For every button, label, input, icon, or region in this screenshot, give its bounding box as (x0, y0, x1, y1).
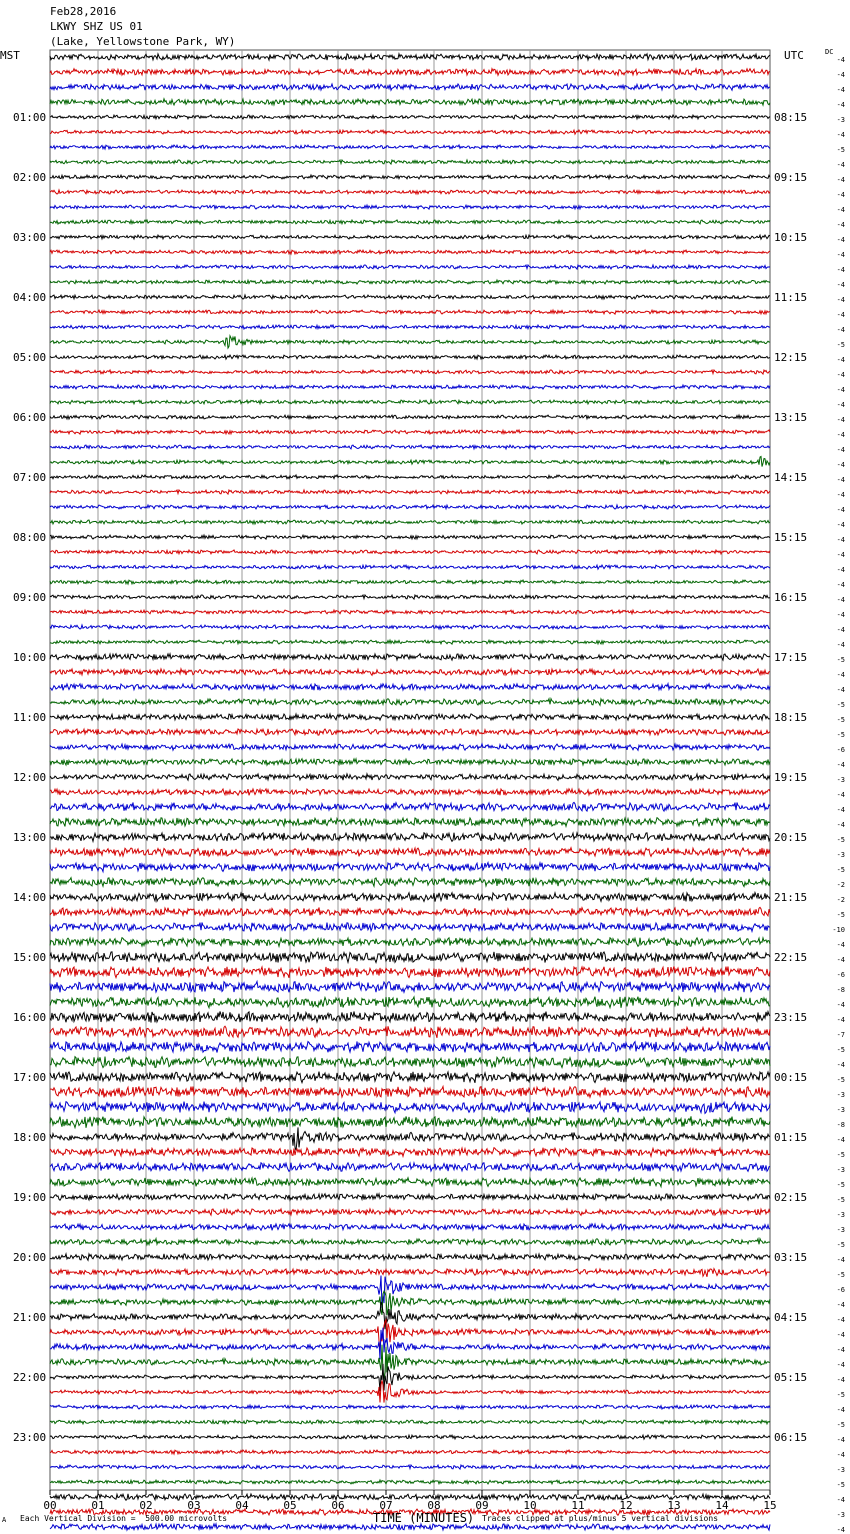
trace-line (50, 145, 770, 149)
dc-offset-label: -4 (836, 1361, 845, 1369)
trace-line (50, 1086, 770, 1097)
trace-line (50, 1194, 770, 1200)
dc-offset-label: -4 (836, 266, 845, 274)
dc-offset-label: -3 (836, 116, 845, 124)
dc-offset-label: -4 (836, 131, 845, 139)
dc-offset-label: -4 (836, 1316, 845, 1324)
trace-line (50, 982, 770, 993)
trace-line (50, 1380, 770, 1402)
dc-offset-label: -4 (836, 671, 845, 679)
dc-offset-header: DC (825, 48, 834, 56)
right-hour-label: 03:15 (774, 1251, 808, 1264)
right-timezone-label: UTC (784, 49, 804, 62)
right-hour-label: 16:15 (774, 591, 808, 604)
trace-line (50, 565, 770, 569)
dc-offset-label: -4 (836, 326, 845, 334)
dc-offset-label: -5 (836, 1241, 845, 1249)
trace-line (50, 295, 770, 299)
trace-line (50, 457, 770, 467)
dc-offset-label: -4 (836, 1001, 845, 1009)
x-tick-label: 06 (331, 1499, 345, 1512)
trace-line (50, 175, 770, 179)
dc-offset-label: -4 (836, 176, 845, 184)
dc-offset-label: -5 (836, 911, 845, 919)
left-timezone-label: MST (0, 49, 20, 62)
trace-line (50, 445, 770, 449)
x-tick-label: 11 (571, 1499, 585, 1512)
trace-line (50, 336, 770, 348)
dc-offset-label: -8 (836, 1121, 845, 1129)
dc-offset-label: -3 (836, 1091, 845, 1099)
trace-line (50, 848, 770, 857)
x-axis-ticks (43, 1490, 776, 1512)
dc-offset-label: -4 (836, 86, 845, 94)
trace-line (50, 802, 770, 811)
trace-line (50, 1148, 770, 1157)
trace-line (50, 1127, 770, 1150)
dc-offset-label: -4 (836, 626, 845, 634)
x-tick-label: 09 (475, 1499, 489, 1512)
trace-line (50, 250, 770, 254)
left-hour-label: 14:00 (13, 891, 47, 904)
right-hour-label: 10:15 (774, 231, 808, 244)
right-hour-label: 22:15 (774, 951, 808, 964)
left-hour-label: 04:00 (13, 291, 47, 304)
dc-offset-label: -5 (836, 1181, 845, 1189)
dc-offset-label: -4 (836, 1061, 845, 1069)
dc-offset-label: -5 (836, 1271, 845, 1279)
dc-offset-label: -4 (836, 251, 845, 259)
dc-offset-label: -4 (836, 806, 845, 814)
dc-offset-label: -4 (836, 206, 845, 214)
trace-line (50, 654, 770, 660)
trace-line (50, 265, 770, 269)
right-hour-label: 20:15 (774, 831, 808, 844)
trace-line (50, 595, 770, 599)
dc-offset-label: -6 (836, 1286, 845, 1294)
trace-line (50, 400, 770, 404)
dc-offset-label: -4 (836, 1376, 845, 1384)
dc-offset-label: -4 (836, 161, 845, 169)
dc-offset-label: -4 (836, 101, 845, 109)
dc-offset-label: -5 (836, 1196, 845, 1204)
trace-line (50, 789, 770, 796)
trace-line (50, 580, 770, 584)
trace-line (50, 520, 770, 524)
chart-station: LKWY SHZ US 01 (50, 20, 143, 33)
trace-line (50, 938, 770, 947)
dc-offset-label: -5 (836, 656, 845, 664)
dc-offset-label: -5 (836, 731, 845, 739)
x-tick-label: 07 (379, 1499, 393, 1512)
left-hour-label: 15:00 (13, 951, 47, 964)
trace-line (50, 1209, 770, 1215)
left-hour-label: 03:00 (13, 231, 47, 244)
trace-line (50, 54, 770, 60)
right-hour-label: 01:15 (774, 1131, 808, 1144)
trace-line (50, 1320, 770, 1349)
right-hour-label: 05:15 (774, 1371, 808, 1384)
left-hour-label: 09:00 (13, 591, 47, 604)
dc-offset-label: -3 (836, 1466, 845, 1474)
trace-line (50, 69, 770, 76)
dc-offset-label: -2 (836, 896, 845, 904)
dc-offset-label: -5 (836, 1481, 845, 1489)
trace-line (50, 759, 770, 765)
left-hour-label: 12:00 (13, 771, 47, 784)
trace-line (50, 669, 770, 675)
trace-line (50, 818, 770, 827)
trace-line (50, 325, 770, 329)
right-hour-label: 23:15 (774, 1011, 808, 1024)
dc-offset-label: -3 (836, 1211, 845, 1219)
trace-line (50, 310, 770, 314)
x-tick-label: 02 (139, 1499, 153, 1512)
trace-line (50, 774, 770, 780)
dc-offset-label: -4 (836, 71, 845, 79)
trace-line (50, 878, 770, 887)
trace-line (50, 1302, 770, 1329)
dc-offset-label: -4 (836, 1016, 845, 1024)
right-hour-label: 21:15 (774, 891, 808, 904)
dc-offset-label: -5 (836, 836, 845, 844)
trace-line (50, 1178, 770, 1187)
right-hour-label: 15:15 (774, 531, 808, 544)
footer-mark: A (2, 1516, 7, 1524)
trace-line (50, 625, 770, 629)
dc-offset-label: -4 (836, 296, 845, 304)
trace-line (50, 1364, 770, 1391)
x-tick-label: 14 (715, 1499, 729, 1512)
trace-line (50, 475, 770, 479)
dc-offset-label: -2 (836, 881, 845, 889)
trace-line (50, 535, 770, 539)
dc-offset-label: -4 (836, 491, 845, 499)
left-hour-label: 13:00 (13, 831, 47, 844)
x-tick-label: 13 (667, 1499, 681, 1512)
trace-line (50, 490, 770, 494)
trace-line (50, 907, 770, 916)
trace-line (50, 863, 770, 872)
dc-offset-label: -4 (836, 1136, 845, 1144)
trace-line (50, 1291, 770, 1315)
dc-offset-label: -4 (836, 581, 845, 589)
left-hour-label: 10:00 (13, 651, 47, 664)
trace-line (50, 1224, 770, 1231)
trace-line (50, 1163, 770, 1172)
dc-offset-label: -5 (836, 1421, 845, 1429)
left-hour-label: 05:00 (13, 351, 47, 364)
trace-line (50, 205, 770, 209)
trace-line (50, 84, 770, 90)
dc-offset-label: -5 (836, 1391, 845, 1399)
dc-offset-label: -7 (836, 1031, 845, 1039)
trace-line (50, 190, 770, 194)
dc-offset-label: -4 (836, 56, 845, 64)
trace-line (50, 1057, 770, 1068)
trace-line (50, 1254, 770, 1261)
left-hour-label: 20:00 (13, 1251, 47, 1264)
dc-offset-label: -3 (836, 1511, 845, 1519)
trace-line (50, 1480, 770, 1484)
x-tick-label: 05 (283, 1499, 297, 1512)
trace-line (50, 1345, 770, 1379)
x-tick-label: 08 (427, 1499, 441, 1512)
dc-offset-label: -3 (836, 1166, 845, 1174)
trace-line (50, 729, 770, 735)
x-tick-label: 00 (43, 1499, 57, 1512)
trace-line (50, 1102, 770, 1114)
x-tick-label: 15 (763, 1499, 777, 1512)
trace-line (50, 1011, 770, 1022)
trace-line (50, 1072, 770, 1083)
trace-line (50, 115, 770, 119)
clip-note: Traces clipped at plus/minus 5 vertical divisions (482, 1514, 719, 1523)
dc-offset-label: -5 (836, 866, 845, 874)
dc-offset-label: -4 (836, 191, 845, 199)
dc-offset-label: -4 (836, 821, 845, 829)
dc-offset-label: -4 (836, 641, 845, 649)
trace-line (50, 1026, 770, 1038)
x-tick-label: 10 (523, 1499, 537, 1512)
x-tick-label: 12 (619, 1499, 633, 1512)
trace-line (50, 610, 770, 614)
dc-offset-label: -4 (836, 1301, 845, 1309)
right-hour-label: 02:15 (774, 1191, 808, 1204)
dc-offset-label: -4 (836, 761, 845, 769)
trace-line (50, 1420, 770, 1424)
trace-line (50, 1405, 770, 1409)
x-tick-label: 04 (235, 1499, 249, 1512)
dc-offset-label: -10 (832, 926, 845, 934)
dc-offset-label: -4 (836, 386, 845, 394)
chart-location: (Lake, Yellowstone Park, WY) (50, 35, 236, 48)
dc-offset-label: -4 (836, 566, 845, 574)
seismic-traces (50, 54, 770, 1534)
trace-line (50, 370, 770, 374)
trace-line (50, 966, 770, 977)
x-tick-label: 03 (187, 1499, 201, 1512)
right-hour-label: 11:15 (774, 291, 808, 304)
x-axis-label: TIME (MINUTES) (373, 1511, 475, 1525)
dc-offset-label: -4 (836, 596, 845, 604)
dc-offset-label: -4 (836, 941, 845, 949)
left-hour-label: 16:00 (13, 1011, 47, 1024)
left-hour-label: 06:00 (13, 411, 47, 424)
dc-offset-label: -4 (836, 1526, 845, 1534)
left-hour-label: 02:00 (13, 171, 47, 184)
trace-line (50, 235, 770, 239)
trace-line (50, 684, 770, 691)
dc-offset-label: -5 (836, 1076, 845, 1084)
trace-line (50, 99, 770, 105)
dc-offset-label: -4 (836, 281, 845, 289)
dc-offset-label: -4 (836, 416, 845, 424)
left-hour-label: 23:00 (13, 1431, 47, 1444)
dc-offset-label: -4 (836, 1451, 845, 1459)
trace-line (50, 1042, 770, 1053)
dc-offset-label: -4 (836, 221, 845, 229)
right-hour-label: 06:15 (774, 1431, 808, 1444)
dc-offset-label: -4 (836, 551, 845, 559)
trace-line (50, 280, 770, 284)
trace-line (50, 714, 770, 720)
dc-offset-label: -4 (836, 611, 845, 619)
trace-line (50, 355, 770, 359)
trace-line (50, 952, 770, 963)
dc-offset-label: -3 (836, 776, 845, 784)
left-hour-label: 11:00 (13, 711, 47, 724)
dc-offset-label: -4 (836, 1346, 845, 1354)
dc-offset-label: -3 (836, 1226, 845, 1234)
dc-offset-label: -4 (836, 371, 845, 379)
trace-line (50, 699, 770, 706)
scale-note: Each Vertical Division = 500.00 microvolts (20, 1514, 228, 1523)
right-hour-label: 14:15 (774, 471, 808, 484)
trace-line (50, 1494, 770, 1500)
trace-line (50, 923, 770, 932)
right-hour-label: 13:15 (774, 411, 808, 424)
trace-line (50, 550, 770, 554)
dc-offset-label: -4 (836, 1436, 845, 1444)
dc-offset-label: -5 (836, 716, 845, 724)
trace-line (50, 1435, 770, 1439)
left-hour-label: 01:00 (13, 111, 47, 124)
left-hour-label: 17:00 (13, 1071, 47, 1084)
trace-line (50, 415, 770, 419)
dc-offset-label: -5 (836, 146, 845, 154)
trace-line (50, 893, 770, 902)
trace-line (50, 640, 770, 644)
left-hour-label: 07:00 (13, 471, 47, 484)
dc-offset-label: -4 (836, 956, 845, 964)
dc-offset-label: -8 (836, 986, 845, 994)
dc-offset-label: -4 (836, 476, 845, 484)
trace-line (50, 997, 770, 1008)
dc-offset-label: -4 (836, 1256, 845, 1264)
dc-offset-label: -4 (836, 506, 845, 514)
trace-line (50, 1465, 770, 1469)
dc-offset-label: -3 (836, 851, 845, 859)
trace-line (50, 160, 770, 164)
left-hour-label: 19:00 (13, 1191, 47, 1204)
dc-offset-label: -5 (836, 1151, 845, 1159)
right-hour-label: 19:15 (774, 771, 808, 784)
dc-offset-label: -4 (836, 686, 845, 694)
dc-offset-label: -4 (836, 521, 845, 529)
left-hour-label: 22:00 (13, 1371, 47, 1384)
dc-offset-label: -4 (836, 1331, 845, 1339)
trace-line (50, 505, 770, 509)
dc-offset-label: -4 (836, 236, 845, 244)
dc-offset-label: -4 (836, 461, 845, 469)
x-tick-label: 01 (91, 1499, 105, 1512)
dc-offset-label: -4 (836, 1496, 845, 1504)
dc-offset-label: -3 (836, 1106, 845, 1114)
left-hour-label: 21:00 (13, 1311, 47, 1324)
trace-line (50, 430, 770, 434)
dc-offset-label: -4 (836, 446, 845, 454)
right-hour-label: 09:15 (774, 171, 808, 184)
trace-line (50, 220, 770, 224)
right-hour-label: 18:15 (774, 711, 808, 724)
trace-line (50, 744, 770, 750)
trace-line (50, 1450, 770, 1454)
right-hour-label: 08:15 (774, 111, 808, 124)
right-hour-label: 12:15 (774, 351, 808, 364)
dc-offset-label: -4 (836, 536, 845, 544)
dc-offset-label: -5 (836, 701, 845, 709)
dc-offset-label: -4 (836, 1406, 845, 1414)
trace-line (50, 1269, 770, 1277)
dc-offset-label: -4 (836, 791, 845, 799)
dc-offset-label: -4 (836, 356, 845, 364)
left-hour-label: 18:00 (13, 1131, 47, 1144)
right-hour-label: 17:15 (774, 651, 808, 664)
trace-line (50, 385, 770, 389)
trace-line (50, 1239, 770, 1245)
dc-offset-label: -5 (836, 341, 845, 349)
trace-line (50, 1116, 770, 1128)
dc-offset-label: -6 (836, 746, 845, 754)
dc-offset-label: -4 (836, 401, 845, 409)
chart-date: Feb28,2016 (50, 5, 117, 18)
dc-offset-label: -4 (836, 431, 845, 439)
dc-offset-label: -6 (836, 971, 845, 979)
dc-offset-label: -4 (836, 311, 845, 319)
dc-offset-labels (832, 56, 845, 1534)
dc-offset-label: -5 (836, 1046, 845, 1054)
right-hour-label: 04:15 (774, 1311, 808, 1324)
trace-line (50, 130, 770, 134)
left-hour-label: 08:00 (13, 531, 47, 544)
right-hour-label: 00:15 (774, 1071, 808, 1084)
trace-line (50, 833, 770, 842)
